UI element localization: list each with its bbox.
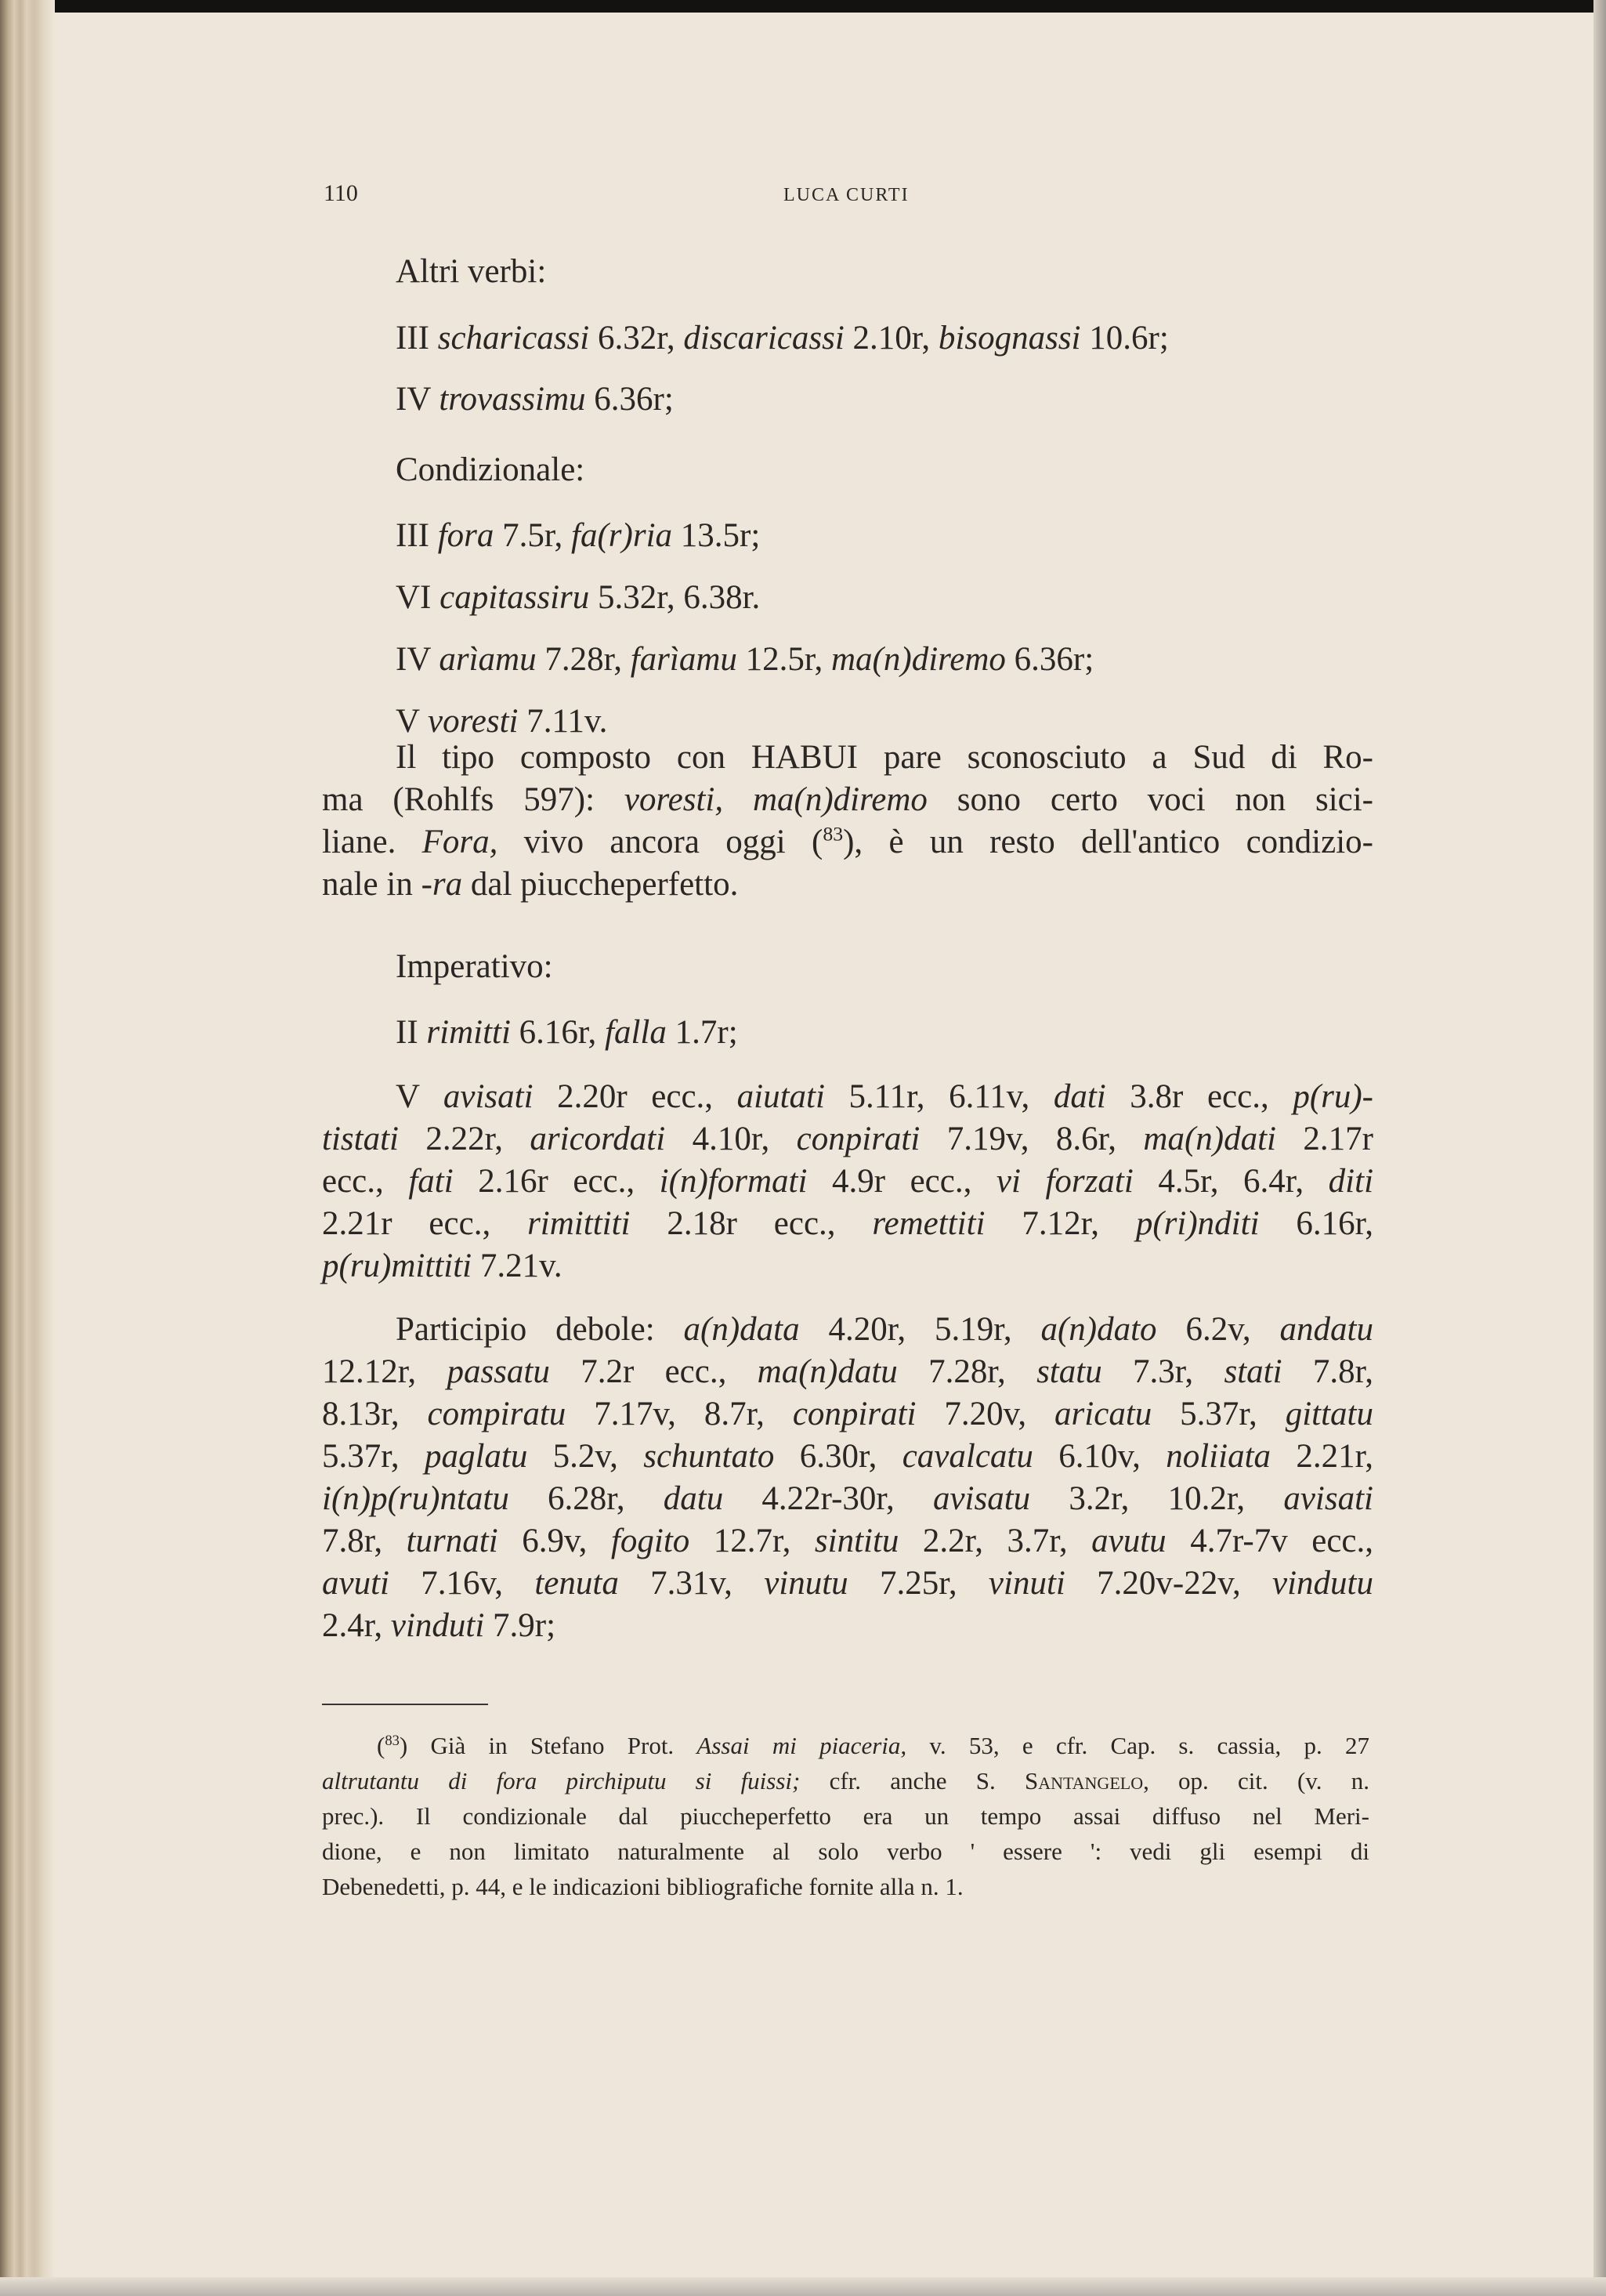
italic-text: avisati	[443, 1078, 534, 1115]
text-run: 6.2v,	[1156, 1311, 1280, 1348]
italic-text: compiratu	[427, 1396, 566, 1432]
italic-text: trovassimu	[439, 381, 586, 418]
italic-text: statu	[1036, 1353, 1102, 1390]
italic-text: discaricassi	[683, 320, 845, 357]
text-run: 4.7r-7v ecc.,	[1166, 1523, 1373, 1559]
text-run: 1.7r;	[666, 1014, 738, 1051]
italic-text: remettiti	[872, 1205, 986, 1242]
text-run: 7.9r;	[484, 1607, 556, 1644]
italic-text: fora	[437, 517, 494, 554]
footnote-rule	[322, 1704, 488, 1705]
text-run: liane.	[322, 824, 422, 860]
italic-text: datu	[663, 1480, 724, 1517]
italic-text: conpirati	[792, 1396, 917, 1432]
text-run: nale in	[322, 866, 421, 903]
text-run: 2.17r	[1275, 1121, 1373, 1157]
text-run: dione, e non limitato naturalmente al solo verbo ' essere ': vedi gli esempi di	[322, 1838, 1369, 1865]
italic-text: scharicassi	[437, 320, 590, 357]
text-run: 4.20r, 5.19r,	[799, 1311, 1041, 1348]
scan-top-border	[0, 0, 1606, 13]
text-run: 7.21v.	[472, 1248, 562, 1284]
italic-text: andatu	[1279, 1311, 1373, 1348]
text-run: 4.9r ecc.,	[807, 1163, 997, 1200]
text-run: 6.9v,	[497, 1523, 611, 1559]
text-line	[396, 577, 1447, 619]
text-line	[322, 1245, 1373, 1287]
italic-text: i(n)formati	[659, 1163, 808, 1200]
text-run: VI	[396, 579, 440, 616]
text-line	[322, 1478, 1373, 1520]
text-line	[322, 1763, 1369, 1798]
text-line	[396, 449, 1447, 491]
text-run: ), è un resto dell'antico condizio-	[843, 824, 1373, 860]
italic-text: vinduti	[390, 1607, 485, 1644]
text-run: (	[377, 1732, 385, 1759]
italic-text: paglatu	[424, 1438, 528, 1475]
text-run: 7.20v,	[916, 1396, 1055, 1432]
italic-text: rimittiti	[527, 1205, 631, 1242]
text-line	[322, 1309, 1373, 1351]
text-run: III	[396, 517, 438, 554]
text-run: , op. cit. (v. n.	[1143, 1767, 1370, 1794]
text-run: 5.2v,	[527, 1438, 644, 1475]
text-run: 10.6r;	[1080, 320, 1169, 357]
text-run: prec.). Il condizionale dal piuccheperfetto era un tempo assai diffuso nel Meri-	[322, 1802, 1369, 1830]
condizionale-iii	[322, 515, 1447, 557]
italic-text: arìamu	[439, 641, 537, 678]
text-run: ma (Rohlfs 597):	[322, 781, 624, 818]
text-run: IV	[396, 641, 439, 678]
footnote-ref: 83	[385, 1732, 400, 1749]
text-run: 7.11v.	[518, 703, 608, 740]
italic-text: altrutantu di fora pirchiputu si fuissi;	[322, 1767, 801, 1794]
text-line	[322, 1393, 1373, 1436]
page-number: 110	[324, 180, 358, 206]
imperativo-ii	[322, 1012, 1447, 1054]
text-line	[396, 251, 1447, 293]
text-run: 7.8r,	[322, 1523, 407, 1559]
text-run: V	[396, 703, 429, 740]
text-run: 7.31v,	[618, 1565, 765, 1602]
page-stack-edge	[0, 0, 55, 2296]
text-line	[322, 1203, 1373, 1245]
text-line	[322, 779, 1373, 821]
text-run: II	[396, 1014, 427, 1051]
text-run: III	[396, 320, 438, 357]
text-run: 12.7r,	[689, 1523, 815, 1559]
italic-text: tistati	[322, 1121, 399, 1157]
text-run: 7.16v,	[389, 1565, 535, 1602]
italic-text: sintitu	[814, 1523, 899, 1559]
text-run: vivo ancora oggi (	[497, 824, 823, 860]
italic-text: stati	[1224, 1353, 1282, 1390]
text-line	[322, 864, 1373, 906]
condizionale-vi	[322, 577, 1447, 619]
text-line	[322, 1118, 1373, 1161]
text-run: Debenedetti, p. 44, e le indicazioni bibliografiche fornite alla n. 1.	[322, 1873, 964, 1900]
altri-verbi-iii	[322, 317, 1447, 360]
text-run: 5.37r,	[322, 1438, 425, 1475]
heading-imperativo	[322, 946, 1447, 988]
text-run: 7.19v, 8.6r,	[920, 1121, 1144, 1157]
text-run: 12.5r,	[736, 641, 831, 678]
text-run: 7.25r,	[848, 1565, 989, 1602]
italic-text: avisatu	[932, 1480, 1031, 1517]
text-run: 7.12r,	[985, 1205, 1136, 1242]
italic-text: farìamu	[630, 641, 737, 678]
italic-text: bisognassi	[938, 320, 1081, 357]
text-run: 12.12r,	[322, 1353, 447, 1390]
text-line	[322, 1436, 1373, 1478]
italic-text: ma(n)diremo	[831, 641, 1006, 678]
text-run: 2.22r,	[398, 1121, 530, 1157]
text-run: V	[396, 1078, 443, 1115]
italic-text: schuntato	[643, 1438, 775, 1475]
text-line	[322, 1869, 1369, 1904]
italic-text: capitassiru	[439, 579, 590, 616]
text-line	[322, 737, 1373, 779]
italic-text: p(ru)mittiti	[322, 1248, 472, 1284]
text-run: 13.5r;	[672, 517, 761, 554]
text-run: 7.8r,	[1282, 1353, 1373, 1390]
text-line	[322, 1728, 1369, 1763]
italic-text: avutu	[1091, 1523, 1167, 1559]
text-line	[322, 1076, 1373, 1118]
text-run: 6.16r,	[510, 1014, 606, 1051]
text-run: 2.2r, 3.7r,	[899, 1523, 1092, 1559]
text-run: sono certo voci non sici-	[927, 781, 1373, 818]
text-run: 5.37r,	[1152, 1396, 1286, 1432]
text-run: 7.20v-22v,	[1065, 1565, 1273, 1602]
italic-text: Assai mi piaceria,	[696, 1732, 907, 1759]
text-line	[322, 1834, 1369, 1869]
text-line	[396, 946, 1447, 988]
text-run: 7.28r,	[536, 641, 631, 678]
text-run: Participio debole:	[396, 1311, 684, 1348]
text-run: dal piuccheperfetto.	[462, 866, 739, 903]
text-run: Imperativo:	[396, 948, 553, 985]
scan-bottom-border	[0, 2277, 1606, 2296]
text-line	[396, 639, 1447, 681]
heading-altri-verbi	[322, 251, 1447, 293]
text-run: 6.36r;	[1005, 641, 1094, 678]
text-run: ecc.,	[322, 1163, 409, 1200]
footnote-ref: 83	[823, 822, 844, 846]
text-line	[396, 317, 1447, 360]
italic-text: rimitti	[426, 1014, 511, 1051]
italic-text: tenuta	[534, 1565, 619, 1602]
text-run: 2.21r ecc.,	[322, 1205, 528, 1242]
italic-text: fogito	[610, 1523, 690, 1559]
italic-text: turnati	[406, 1523, 498, 1559]
text-run: 4.10r,	[665, 1121, 797, 1157]
text-run: 4.5r, 6.4r,	[1133, 1163, 1329, 1200]
text-run: 7.2r ecc.,	[549, 1353, 758, 1390]
italic-text: i(n)p(ru)ntatu	[322, 1480, 509, 1517]
italic-text: noliiata	[1166, 1438, 1271, 1475]
text-run: Il tipo composto con HABUI pare sconosciuto a Sud di Ro-	[396, 739, 1373, 776]
text-line	[396, 1012, 1447, 1054]
condizionale-iv	[322, 639, 1447, 681]
italic-text: vinuti	[988, 1565, 1065, 1602]
italic-text: aricordati	[530, 1121, 666, 1157]
italic-text: aricatu	[1054, 1396, 1152, 1432]
text-run: 3.2r, 10.2r,	[1030, 1480, 1284, 1517]
italic-text: voresti	[428, 703, 519, 740]
text-line	[396, 378, 1447, 421]
italic-text: vi forzati	[996, 1163, 1134, 1200]
italic-text: fa(r)ria	[571, 517, 673, 554]
italic-text: conpirati	[796, 1121, 921, 1157]
paragraph-participio	[322, 1309, 1373, 1647]
text-run: cfr. anche S.	[800, 1767, 1025, 1794]
text-run: Condizionale:	[396, 451, 585, 488]
text-run: 2.18r ecc.,	[630, 1205, 873, 1242]
smallcaps-text: Santangelo	[1024, 1767, 1144, 1794]
italic-text: gittatu	[1285, 1396, 1373, 1432]
italic-text: cavalcatu	[902, 1438, 1033, 1475]
italic-text: aiutati	[736, 1078, 825, 1115]
text-run: ) Già in Stefano Prot.	[399, 1732, 697, 1759]
text-line	[322, 821, 1373, 864]
text-line	[322, 1520, 1373, 1563]
italic-text: avuti	[322, 1565, 389, 1602]
text-run: 6.16r,	[1259, 1205, 1373, 1242]
italic-text: falla	[605, 1014, 667, 1051]
text-run: 7.28r,	[897, 1353, 1037, 1390]
imperativo-v	[322, 1076, 1373, 1287]
text-run: 7.17v, 8.7r,	[566, 1396, 793, 1432]
text-run: 5.32r, 6.38r.	[589, 579, 761, 616]
footnote-83	[322, 1728, 1369, 1904]
italic-text: -ra	[421, 866, 463, 903]
italic-text: ma(n)datu	[757, 1353, 898, 1390]
text-run: 2.21r,	[1271, 1438, 1373, 1475]
text-run: 2.10r,	[844, 320, 939, 357]
paragraph-habui	[322, 737, 1373, 906]
text-run: Altri verbi:	[396, 253, 547, 290]
text-run: 7.5r,	[494, 517, 572, 554]
italic-text: diti	[1328, 1163, 1374, 1200]
altri-verbi-iv	[322, 378, 1447, 421]
italic-text: Fora,	[421, 824, 498, 860]
text-run: 5.11r, 6.11v,	[824, 1078, 1054, 1115]
running-head: LUCA CURTI	[783, 185, 910, 205]
text-line	[396, 515, 1447, 557]
italic-text: a(n)data	[683, 1311, 800, 1348]
text-run: IV	[396, 381, 439, 418]
italic-text: p(ri)nditi	[1135, 1205, 1260, 1242]
text-run: 4.22r-30r,	[723, 1480, 933, 1517]
text-run: 6.28r,	[508, 1480, 664, 1517]
text-line	[322, 1798, 1369, 1834]
text-run: 7.3r,	[1101, 1353, 1224, 1390]
text-line	[322, 1563, 1373, 1605]
italic-text: p(ru)-	[1293, 1078, 1374, 1115]
heading-condizionale	[322, 449, 1447, 491]
text-run: 6.32r,	[589, 320, 684, 357]
italic-text: vindutu	[1272, 1565, 1373, 1602]
scan-right-border	[1593, 0, 1606, 2296]
text-run: 6.10v,	[1033, 1438, 1167, 1475]
text-run: 2.16r ecc.,	[453, 1163, 660, 1200]
text-run: v. 53, e cfr. Cap. s. cassia, p. 27	[906, 1732, 1369, 1759]
text-line	[322, 1351, 1373, 1393]
italic-text: vinutu	[764, 1565, 848, 1602]
italic-text: avisati	[1283, 1480, 1373, 1517]
text-run: 6.30r,	[774, 1438, 902, 1475]
italic-text: voresti, ma(n)diremo	[624, 781, 928, 818]
text-run: 6.36r;	[585, 381, 674, 418]
text-line	[322, 1605, 1373, 1647]
text-run: 8.13r,	[322, 1396, 428, 1432]
italic-text: passatu	[447, 1353, 550, 1390]
italic-text: dati	[1053, 1078, 1106, 1115]
italic-text: ma(n)dati	[1143, 1121, 1276, 1157]
text-run: 2.20r ecc.,	[533, 1078, 737, 1115]
text-line	[322, 1161, 1373, 1203]
text-run: 3.8r ecc.,	[1105, 1078, 1293, 1115]
italic-text: a(n)dato	[1040, 1311, 1157, 1348]
italic-text: fati	[408, 1163, 454, 1200]
text-run: 2.4r,	[322, 1607, 391, 1644]
